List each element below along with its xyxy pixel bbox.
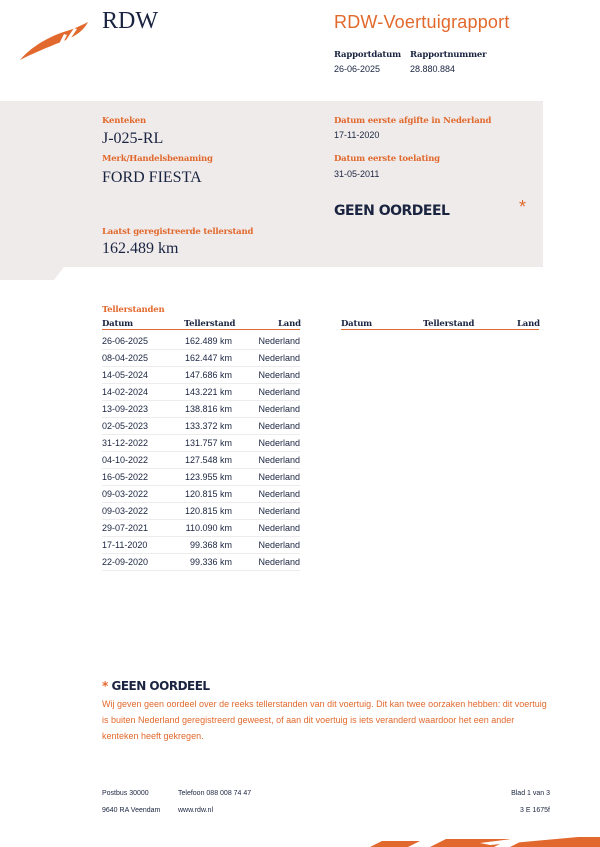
table-row — [102, 503, 300, 520]
cell-tellerstand: 138.816 km — [184, 404, 232, 414]
cell-tellerstand: 120.815 km — [184, 489, 232, 499]
header-divider-2 — [341, 329, 539, 330]
cell-datum: 14-05-2024 — [102, 370, 149, 380]
datum-afgifte-label: Datum eerste afgifte in Nederland — [334, 116, 492, 126]
table-row — [102, 452, 300, 469]
cell-land: Nederland — [258, 557, 300, 567]
brand-name: RDW — [102, 8, 158, 34]
cell-land: Nederland — [258, 404, 300, 414]
cell-land: Nederland — [258, 438, 300, 448]
table-row — [102, 435, 300, 452]
cell-tellerstand: 123.955 km — [184, 472, 232, 482]
cell-tellerstand: 162.447 km — [184, 353, 232, 363]
footer-code: 3 E 1675f — [520, 807, 550, 814]
cell-land: Nederland — [258, 421, 300, 431]
footer-website: www.rdw.nl — [178, 807, 214, 814]
tellerstanden-title: Tellerstanden — [102, 305, 165, 315]
rapportdatum-label: Rapportdatum — [334, 50, 401, 60]
cell-datum: 22-09-2020 — [102, 557, 149, 567]
cell-datum: 04-10-2022 — [102, 455, 149, 465]
col-header-land-2: Land — [517, 319, 540, 329]
kenteken-label: Kenteken — [102, 116, 147, 126]
footnote-title — [102, 679, 210, 693]
table-row — [102, 520, 300, 537]
merk-value: FORD FIESTA — [102, 169, 202, 186]
cell-datum: 09-03-2022 — [102, 506, 149, 516]
col-header-datum: Datum — [102, 319, 133, 329]
cell-land: Nederland — [258, 370, 300, 380]
cell-tellerstand: 99.368 km — [189, 540, 232, 550]
tellerstand-value: 162.489 km — [102, 240, 179, 257]
footnote-star: * — [102, 679, 108, 693]
cell-land: Nederland — [258, 540, 300, 550]
cell-tellerstand: 162.489 km — [184, 336, 232, 346]
table-row — [102, 554, 300, 571]
col-header-tellerstand: Tellerstand — [184, 319, 236, 329]
cell-datum: 09-03-2022 — [102, 489, 149, 499]
table-row — [102, 469, 300, 486]
table-row — [102, 537, 300, 554]
cell-land: Nederland — [258, 353, 300, 363]
cell-land: Nederland — [258, 455, 300, 465]
cell-datum: 29-07-2021 — [102, 523, 149, 533]
table-row — [102, 486, 300, 503]
cell-datum: 08-04-2025 — [102, 353, 149, 363]
cell-land: Nederland — [258, 489, 300, 499]
rapportnummer-label: Rapportnummer — [410, 50, 487, 60]
merk-label: Merk/Handelsbenaming — [102, 154, 213, 164]
kenteken-value: J-025-RL — [102, 130, 164, 147]
col-header-datum-2: Datum — [341, 319, 372, 329]
cell-datum: 13-09-2023 — [102, 404, 149, 414]
footnote-title-text: GEEN OORDEEL — [111, 679, 210, 693]
table-row — [102, 350, 300, 367]
rapportnummer-value: 28.880.884 — [410, 64, 456, 74]
cell-land: Nederland — [258, 506, 300, 516]
cell-datum: 26-06-2025 — [102, 336, 149, 346]
cell-datum: 14-02-2024 — [102, 387, 149, 397]
datum-afgifte-value: 17-11-2020 — [334, 130, 380, 140]
cell-tellerstand: 143.221 km — [184, 387, 232, 397]
table-row — [102, 384, 300, 401]
cell-tellerstand: 120.815 km — [184, 506, 232, 516]
col-header-tellerstand-2: Tellerstand — [423, 319, 475, 329]
cell-datum: 02-05-2023 — [102, 421, 149, 431]
document-title: RDW-Voertuigrapport — [334, 12, 510, 32]
cell-land: Nederland — [258, 336, 300, 346]
cell-land: Nederland — [258, 523, 300, 533]
cell-tellerstand: 131.757 km — [184, 438, 232, 448]
footnote-text: Wij geven geen oordeel over de reeks tellerstanden van dit voertuig. Dit kan twee oorzaken hebben: dit voertuig is buiten Nederland geregistreerd geweest, of aan dit voertuig is iets veranderd waardoor het een ander kenteken heeft gekregen. — [102, 699, 547, 741]
cell-land: Nederland — [258, 472, 300, 482]
cell-datum: 17-11-2020 — [102, 540, 148, 550]
datum-toelating-value: 31-05-2011 — [334, 169, 380, 179]
cell-datum: 31-12-2022 — [102, 438, 149, 448]
rapportdatum-value: 26-06-2025 — [334, 64, 381, 74]
table-row — [102, 401, 300, 418]
cell-tellerstand: 110.090 km — [185, 523, 232, 533]
cell-tellerstand: 147.686 km — [184, 370, 232, 380]
cell-tellerstand: 127.548 km — [184, 455, 232, 465]
footer-postbus: Postbus 30000 — [102, 790, 149, 797]
cell-datum: 16-05-2022 — [102, 472, 149, 482]
oordeel-asterisk: * — [519, 197, 527, 217]
table-row — [102, 367, 300, 384]
panel-tab-shape — [0, 266, 600, 280]
footer-stripes-decoration — [360, 833, 600, 847]
footer-page-number: Blad 1 van 3 — [511, 790, 550, 797]
table-row — [102, 333, 300, 350]
cell-tellerstand: 99.336 km — [189, 557, 232, 567]
datum-toelating-label: Datum eerste toelating — [334, 154, 440, 164]
cell-tellerstand: 133.372 km — [184, 421, 232, 431]
tellerstanden-table — [102, 333, 300, 571]
footer-telefoon: Telefoon 088 008 74 47 — [178, 790, 252, 797]
col-header-land: Land — [278, 319, 301, 329]
header-divider — [102, 329, 300, 330]
table-row — [102, 418, 300, 435]
oordeel-status: GEEN OORDEEL — [334, 203, 450, 219]
footer-adres: 9640 RA Veendam — [102, 807, 161, 814]
tellerstand-label: Laatst geregistreerde tellerstand — [102, 227, 254, 237]
cell-land: Nederland — [258, 387, 300, 397]
rdw-logo-icon — [18, 20, 90, 62]
